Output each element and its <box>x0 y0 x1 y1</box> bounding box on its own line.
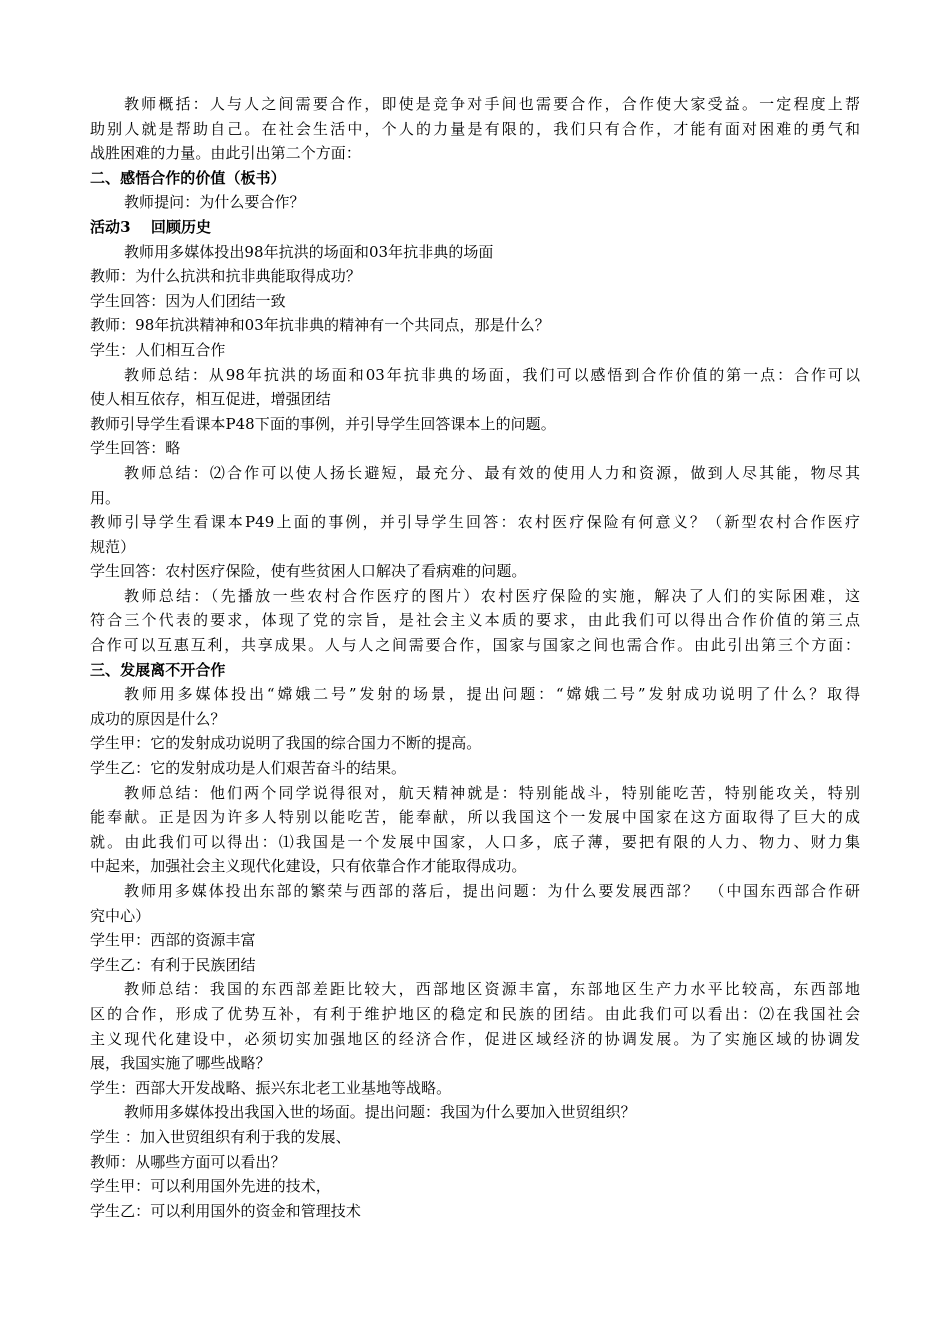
paragraph-line: 教师：为什么抗洪和抗非典能取得成功？ <box>90 267 361 286</box>
paragraph-line: 合作可以互惠互利，共享成果。人与人之间需要合作，国家与国家之间也需合作。由此引出第三个方面： <box>90 636 860 655</box>
paragraph-line: 教师用多媒体投出“嫦娥二号”发射的场景，提出问题：“嫦娥二号”发射成功说明了什么？取得 <box>124 685 860 704</box>
paragraph-line: 教师引导学生看课本P48下面的事例，并引导学生回答课本上的问题。 <box>90 414 556 433</box>
paragraph-line: 助别人就是帮助自己。在社会生活中，个人的力量是有限的，我们只有合作，才能有面对困难的勇气和 <box>90 119 860 138</box>
paragraph-line: 能奉献。正是因为许多人特别以能吃苦，能奉献，所以我国这个一发展中国家在这方面取得了巨大的成 <box>90 808 860 827</box>
paragraph-line: 学生乙：它的发射成功是人们艰苦奋斗的结果。 <box>90 759 407 778</box>
paragraph-line: 教师总结：他们两个同学说得很对，航天精神就是：特别能战斗，特别能吃苦，特别能攻关，特别 <box>124 783 860 802</box>
paragraph-line: 学生回答：农村医疗保险，使有些贫困人口解决了看病难的问题。 <box>90 562 527 581</box>
paragraph-line: 成功的原因是什么？ <box>90 709 226 728</box>
paragraph-line: 就。由此我们可以得出：⑴我国是一个发展中国家，人口多，底子薄，要把有限的人力、物力、财力集 <box>90 832 860 851</box>
paragraph-line: 使人相互依存，相互促进，增强团结 <box>90 390 331 409</box>
section-heading: 三、发展离不开合作 <box>90 660 226 679</box>
paragraph-line: 教师：98年抗洪精神和03年抗非典的精神有一个共同点，那是什么？ <box>90 316 550 335</box>
paragraph-line: 教师总结：⑵合作可以使人扬长避短，最充分、最有效的使用人力和资源，做到人尽其能，物尽其 <box>124 463 860 482</box>
paragraph-line: 教师总结：我国的东西部差距比较大，西部地区资源丰富，东部地区生产力水平比较高，东西部地 <box>124 980 860 999</box>
paragraph-line: 学生乙：可以利用国外的资金和管理技术 <box>90 1201 361 1220</box>
paragraph-line: 区的合作，形成了优势互补，有利于维护地区的稳定和民族的团结。由此我们可以看出：⑵在我国社会 <box>90 1004 860 1023</box>
paragraph-line: 学生：人们相互合作 <box>90 340 226 359</box>
paragraph-line: 学生 ：加入世贸组织有利于我的发展、 <box>90 1127 351 1146</box>
paragraph-line: 战胜困难的力量。由此引出第二个方面： <box>90 144 361 163</box>
paragraph-line: 教师用多媒体投出98年抗洪的场面和03年抗非典的场面 <box>124 242 494 261</box>
paragraph-line: 学生甲：它的发射成功说明了我国的综合国力不断的提高。 <box>90 734 482 753</box>
paragraph-line: 学生乙：有利于民族团结 <box>90 955 256 974</box>
paragraph-line: 教师概括：人与人之间需要合作，即使是竞争对手间也需要合作，合作使大家受益。一定程度上帮 <box>124 95 860 113</box>
paragraph-line: 学生甲：西部的资源丰富 <box>90 931 256 950</box>
paragraph-line: 教师用多媒体投出我国入世的场面。提出问题：我国为什么要加入世贸组织？ <box>124 1103 636 1122</box>
paragraph-line: 中起来，加强社会主义现代化建设，只有依靠合作才能取得成功。 <box>90 857 527 876</box>
paragraph-line: 规范） <box>90 537 136 556</box>
paragraph-line: 教师用多媒体投出东部的繁荣与西部的落后，提出问题：为什么要发展西部？ （中国东西部合作研 <box>124 882 860 900</box>
paragraph-line: 究中心） <box>90 906 151 925</box>
paragraph-line: 用。 <box>90 488 121 507</box>
paragraph-line: 教师：从哪些方面可以看出？ <box>90 1152 286 1171</box>
paragraph-line: 学生：西部大开发战略、振兴东北老工业基地等战略。 <box>90 1078 452 1097</box>
activity-heading: 活动3 回顾历史 <box>90 217 212 236</box>
paragraph-line: 教师总结：（先播放一些农村合作医疗的图片）农村医疗保险的实施，解决了人们的实际困难，这 <box>124 586 860 605</box>
section-heading: 二、感悟合作的价值（板书） <box>90 168 286 187</box>
paragraph-line: 教师总结：从98年抗洪的场面和03年抗非典的场面，我们可以感悟到合作价值的第一点：合作可以 <box>124 365 860 384</box>
paragraph-line: 学生甲：可以利用国外先进的技术， <box>90 1177 331 1196</box>
paragraph-line: 学生回答：因为人们团结一致 <box>90 291 286 310</box>
document-page <box>90 92 860 1223</box>
paragraph-line: 学生回答：略 <box>90 439 181 458</box>
paragraph-line: 展，我国实施了哪些战略？ <box>90 1054 271 1073</box>
paragraph-line: 教师引导学生看课本P49上面的事例，并引导学生回答：农村医疗保险有何意义？（新型农村合作医疗 <box>90 513 860 532</box>
paragraph-line: 主义现代化建设中，必须切实加强地区的经济合作，促进区域经济的协调发展。为了实施区域的协调发 <box>90 1029 860 1048</box>
paragraph-line: 教师提问：为什么要合作？ <box>124 193 305 212</box>
paragraph-line: 符合三个代表的要求，体现了党的宗旨，是社会主义本质的要求，由此我们可以得出合作价值的第三点 <box>90 611 860 630</box>
